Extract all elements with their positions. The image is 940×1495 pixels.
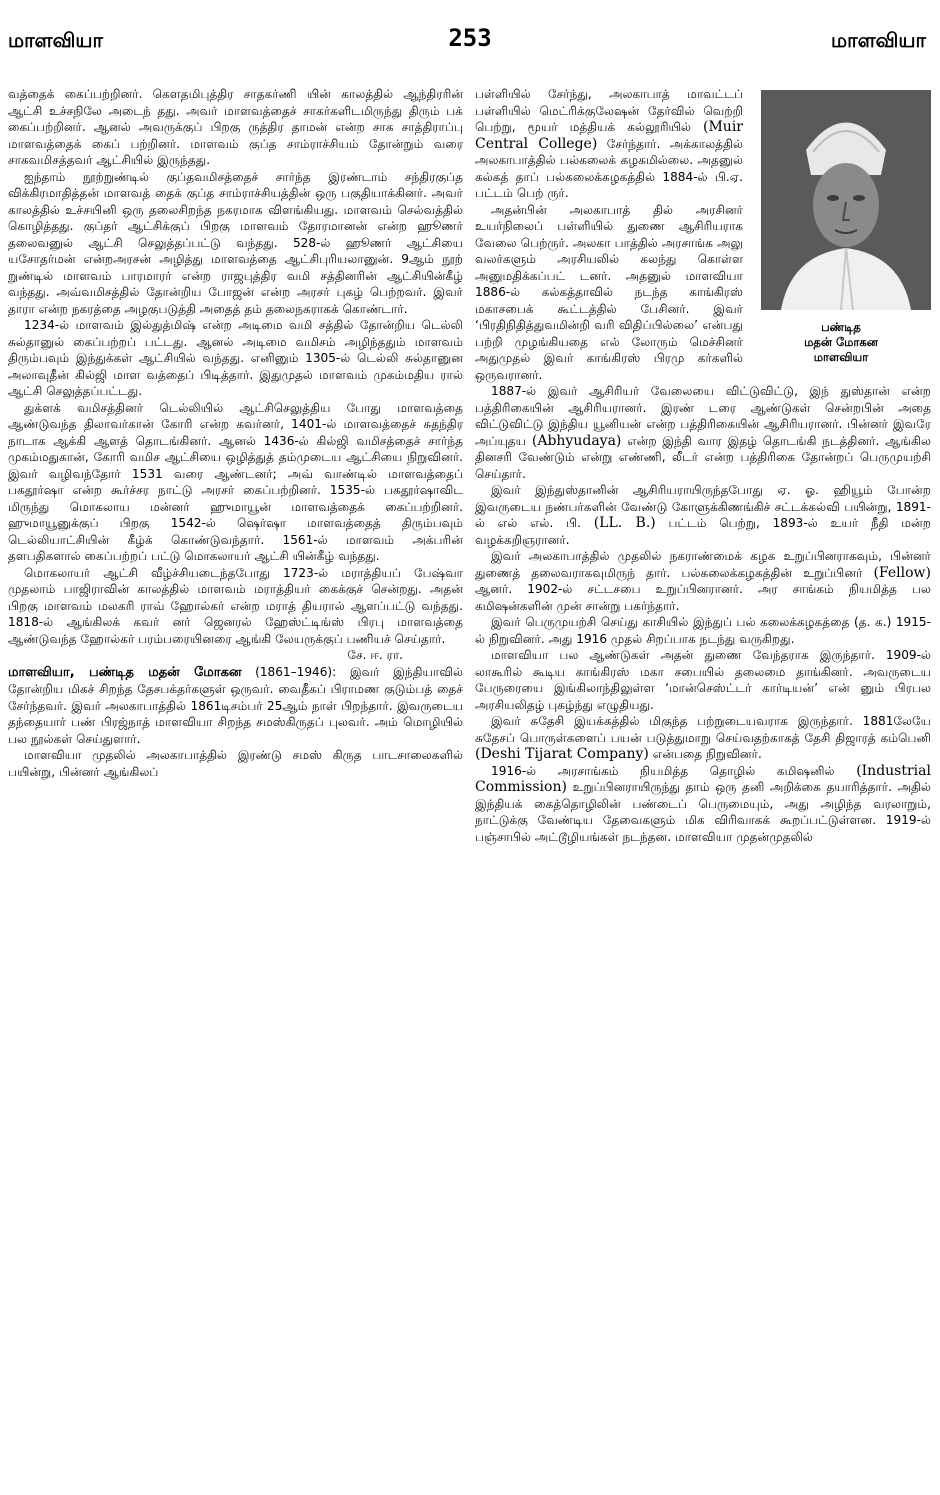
paragraph <box>8 400 463 565</box>
paragraph-text: சேர்ந்தார். அக்காலத்தில் அலகாபாத்தில் பல்கலைக் கழகமில்லை. அதனுல் கல்கத் தாப் பல்கலைக்கழகத்தில் 1884-ல் பி.ஏ. பட்டம் பெற் ருர். <box>475 136 743 200</box>
portrait-caption <box>751 320 931 365</box>
paragraph-text: (1861–1946): இவர் இந்தியாவில் தோன்றிய மிகச் சிறந்த தேசபக்தர்களுள் ஒருவர். வைதீகப் பிராமண குடும்பத் தைச் சேர்ந்தவர். இவர் அலகாபாத்தில் 1861டிசம்பர் 25ஆம் நாள் பிறந்தார். இவருடைய தந்தையார் பண் பிரஜ்நாத் மாளவியா சிறந்த சமஸ்கிருதப் புலவர். அம் மொழியில் பல நூல்கள் செய்துளார். <box>8 664 464 746</box>
paragraph-text: மொகலாயர் ஆட்சி வீழ்ச்சியடைந்தபோது 1723-ல் மராத்தியப் பேஷ்வா முதலாம் பாஜிராவின் காலத்தில் மாளவம் மராத்தியர் கைக்குச் சென்றது. அதன் பிறகு மாளவம் மலகரி ராவ் ஹோல்கர் என்ற மராத் தியரால் ஆளப்பட்டு வந்தது. 1818-ல் ஆங்கிலக் கவர் னர் ஜெனரல் ஹேஸ்ட்டிங்ஸ் பிரபு மாளவத்தை ஆண்டுவந்த ஹோல்கர் பரம்பரையினரை ஆங்கி லேயருக்குப் பணியச் செய்தார். <box>8 565 463 646</box>
paragraph-text: என்பதை நிறுவினர். <box>648 747 762 761</box>
paragraph <box>8 565 463 648</box>
left-column <box>8 86 463 780</box>
caption-line: மாளவியா <box>813 350 869 364</box>
paragraph-text: 1234-ல் மாளவம் இல்துத்மிஷ் என்ற அடிமை வமி சத்தில் தோன்றிய டெல்லி சுல்தானுல் கைப்பற்றப் பட்டது. ஆனல் அடிமை வமிசம் அழிந்ததும் மாளவம் திரும்பவும் இந்துக்கள் ஆட்சியில் வந்தது. எனினும் 1305-ல் டெல்லி சுல்தானுன அலாவுதீன் கில்ஜி மாள வத்தைப் பிடித்தார். இதுமுதல் மாளவம் முகம்மதிய ரால் ஆட்சி செலுத்தப்பட்டது. <box>8 318 463 398</box>
signature-text: சே. ஈ. ரா. <box>347 648 403 662</box>
entry-paragraph <box>8 664 463 748</box>
paragraph-text: பள்ளியில் சேர்ந்து, அலகாபாத் மாவட்டப் பள்ளியில் மெட்ரிக்குலேஷன் தேர்வில் வெற்றி பெற்று, மூயர் மத்தியக் கல்லூரியில் <box>475 87 743 134</box>
page-number: 253 <box>448 24 492 52</box>
paragraph <box>475 548 931 614</box>
paragraph-text: என்ற இந்தி வார இதழ் தொடங்கி நடத்தினர். ஆங்கில தினசரி வேண்டும் என்று எண்ணி, லீடர் என்ற பத்திரிகை தோன்றப் பெருமுயற்சி செய்தார். <box>475 433 931 481</box>
paragraph <box>475 647 931 713</box>
page-header <box>0 0 940 80</box>
paragraph-text: இவர் அலகாபாத்தில் முதலில் நகராண்மைக் கழக உறுப்பினராகவும், பின்னர் துணைத் தலைவராகவுமிருந் தார். பல்கலைக்கழகத்தின் உறுப்பினர் <box>475 549 931 580</box>
caption-line: பண்டித <box>821 320 861 334</box>
paragraph-text: 1887-ல் இவர் ஆசிரியர் வேலையை விட்டுவிட்டு, இந் துஸ்தான் என்ற பத்திரிகையின் ஆசிரியரானர். இரண் டரை ஆண்டுகள் சென்றபின் அதை விட்டுவிட்டு இந்திய யூனியன் என்ற பத்திரிகையின் ஆசிரியரானர். பின்னர் இவரே அப்யுதய <box>475 384 931 448</box>
entry-headword: மாளவியா, பண்டித மதன் மோகன <box>8 664 242 680</box>
latin-term: (Abhyudaya) <box>531 432 622 449</box>
paragraph <box>475 614 931 647</box>
right-column <box>475 86 931 845</box>
latin-term: (Industrial Commission) <box>475 762 931 795</box>
latin-term: (LL. B.) <box>593 515 656 531</box>
paragraph <box>475 482 931 548</box>
paragraph-text: மாளவியா முதலில் அலகாபாத்தில் இரண்டு சமஸ் கிருத பாடசாலைகளில் பயின்று, பின்னர் ஆங்கிலப் <box>8 748 463 779</box>
caption-line: மதன் மோகன <box>804 335 878 349</box>
paragraph <box>475 383 931 482</box>
paragraph <box>8 317 463 400</box>
paragraph-text: பட்டம் பெற்று, 1893-ல் உயர் நீதி மன்ற வழக்கறிஞரானர். <box>475 516 931 547</box>
portrait-figure <box>751 90 931 365</box>
portrait-photo <box>761 90 931 310</box>
portrait-image <box>761 90 931 310</box>
paragraph-text: உறுப்பினராயிருந்து தாம் ஒரு தனி அறிக்கை தயாரித்தார். அதில் இந்தியக் கைத்தொழிலின் பண்டைப் பெருமையும், அது அழிந்த வரலாறும், நாட்டுக்கு வேண்டிய தேவைகளும் மிக விரிவாகக் கூறப்பட்டுள்ளன. 1919-ல் பஞ்சாபில் அட்டூழியங்கள் நடந்தன. மாளவியா முதன்முதலில் <box>475 780 931 844</box>
paragraph-text: இவர் இந்துஸ்தானின் ஆசிரியராயிருந்தபோது ஏ. ஓ. ஹியூம் போன்ற இவருடைய நண்பர்களின் வேண்டு கோளுக்கிணங்கிச் சட்டக்கல்வி பயின்று, 1891-ல் எல் எல். பி. <box>475 483 931 530</box>
paragraph-text: ஐந்தாம் நூற்றுண்டில் குப்தவமிசத்தைச் சார்ந்த இரண்டாம் சந்திரகுப்த விக்கிரமாதித்தன் மாளவத் தைக் குப்த சாம்ராச்சியத்தின் ஒரு பகுதியாக்கினர். அவர் காலத்தில் உச்சயினி ஒரு தலைசிறந்த நகரமாக விளங்கியது. மாளவம் செல்வத்தில் கொழித்தது. குப்தர் ஆட்சிக்குப் பிறகு மாளவம் தோரமானன் என்ற ஹூணர் தலைவனுல் ஆட்சி செலுத்தப்பட்டு வந்தது. 528-ல் ஹூணர் ஆட்சியை யசோதர்மன் என்றஅரசன் அழித்து மாளவத்தை ஆட்சிபுரியலானுன். 9ஆம் நூற் றுண்டில் மாளவம் பாரமாரர் என்ற ராஜபுத்திர வமி சத்தினரின் ஆட்சியின்கீழ் வந்தது. அவ்வமிசத்தில் தோன்றிய போஜன் என்ற அரசர் புகழ் பெற்றவர். இவர் தாரா என்ற நகரத்தை அழகுபடுத்தி அதைத் தம் தலைநகராகக் கொண்டார். <box>8 169 463 316</box>
paragraph-text: வத்தைக் கைப்பற்றினர். கௌதமிபுத்திர சாதகர்ணி யின் காலத்தில் ஆந்திரரின் ஆட்சி உச்சநிலே அடைந் தது. அவர் மாளவத்தைச் சாகர்களிடமிருந்து திரும் பக் கைப்பற்றினர். ஆனல் அவருக்குப் பிறகு ருத்திர தாமன் என்ற சாக சாத்திராப்பு மாளவத்தைக் கைப் பற்றினர். மாளவம் குப்த சாம்ராச்சியம் தோன்றும் வரை சாகவமிசத்தவர் ஆட்சியில் இருந்தது. <box>8 87 463 167</box>
paragraph-text: இவர் சுதேசி இயக்கத்தில் மிகுந்த பற்றுடையவராக இருந்தார். 1881லேயே சுதேசப் பொருள்களைப் பயன் படுத்துமாறு செய்வதற்காகத் தேசி திஜாரத் கம்பெனி <box>475 714 931 745</box>
paragraph <box>8 86 463 169</box>
paragraph <box>8 747 463 780</box>
running-head-left: மாளவியா <box>8 28 103 52</box>
paragraph <box>8 169 463 318</box>
latin-term: (Fellow) <box>873 564 931 581</box>
running-head-right: மாளவியா <box>831 28 926 52</box>
latin-term: (Muir Central College) <box>475 119 743 152</box>
author-signature <box>8 647 463 664</box>
paragraph <box>475 713 931 763</box>
latin-term: (Deshi Tijarat Company) <box>475 746 649 762</box>
paragraph <box>475 763 931 846</box>
paragraph-text: மாளவியா பல ஆண்டுகள் அதன் துணை வேந்தராக இருந்தார். 1909-ல் லாகூரில் கூடிய காங்கிரஸ் மகா சபையில் தலைமை தாங்கினர். அவருடைய பேருரையை இங்கிலாந்திலுள்ள ‘மான்செஸ்ட்டர் கார்டியன்’ என் னும் பிரபல அரசியலிதழ் புகழ்ந்து எழுதியது. <box>475 648 931 712</box>
paragraph-text: இவர் பெருமுயற்சி செய்து காசியில் இந்துப் பல் கலைக்கழகத்தை (த. க.) 1915-ல் நிறுவினர். அது 1916 முதல் சிறப்பாக நடந்து வருகிறது. <box>475 615 931 646</box>
paragraph-text: 1916-ல் அரசாங்கம் நியமித்த தொழில் கமிஷனில் <box>491 763 835 778</box>
paragraph-text: ஆனர். 1902-ல் சட்டசபை உறுப்பினரானர். அர சாங்கம் நியமித்த பல கமிஷன்களின் முன் சான்று பகர்ந்தார். <box>475 582 931 613</box>
paragraph-text: அதன்பின் அலகாபாத் தில் அரசினர் உயர்நிலைப் பள்ளியில் துணை ஆசிரியராக வேலை பெற்ருர். அலகா பாத்தில் அரசாங்க அலு வலர்களும் அரசியலில் கலந்து கொள்ள அனுமதிக்கப்பட் டனர். அதனுல் மாளவியா 1886-ல் கல்கத்தாவில் நடந்த காங்கிரஸ் மகாசபைக் கூட்டத்தில் பேசினர். இவர் ‘பிரதிநிதித்துவமின்றி வரி விதிப்பில்லை’ என்பது பற்றி முழங்கியதை எல் லோரும் மெச்சினர் அதுமுதல் இவர் காங்கிரஸ் பிரமு கர்களில் ஒருவரானர். <box>475 202 743 382</box>
paragraph-text: துக்ளக் வமிசத்தினர் டெல்லியில் ஆட்சிசெலுத்திய போது மாளவத்தை ஆண்டுவந்த திலாவர்கான் கோரி என்ற கவர்னர், 1401-ல் மாளவத்தைச் சுதந்திர நாடாக ஆக்கி ஆளத் தொடங்கினர். ஆனல் 1436-ல் கில்ஜி வமிசத்தைச் சார்ந்த முகம்மதுகான், கோரி வமிச ஆட்சியை ஒழித்துத் தம்முடைய ஆட்சியை நிறுவினர். இவர் வழிவந்தோர் 1531 வரை ஆண்டனர்; அவ் வாண்டில் மாளவத்தைப் பகதூர்ஷா என்ற கூர்ச்சர நாட்டு அரசர் கைப்பற்றினர். 1535-ல் பகதூர்ஷாவிட மிருந்து மொகலாய மன்னர் ஹுமாயூன் மாளவத்தைக் கைப்பற்றினர். ஹுமாயூனுக்குப் பிறகு 1542-ல் ஷெர்ஷா மாளவத்தைத் திரும்பவும் டெல்லியாட்சியின் கீழ்க் கொண்டுவந்தார். 1561-ல் மாளவம் அக்பரின் தளபதிகளால் கைப்பற்றப் பட்டு மொகலாயர் ஆட்சி யின்கீழ் வந்தது. <box>8 400 463 563</box>
